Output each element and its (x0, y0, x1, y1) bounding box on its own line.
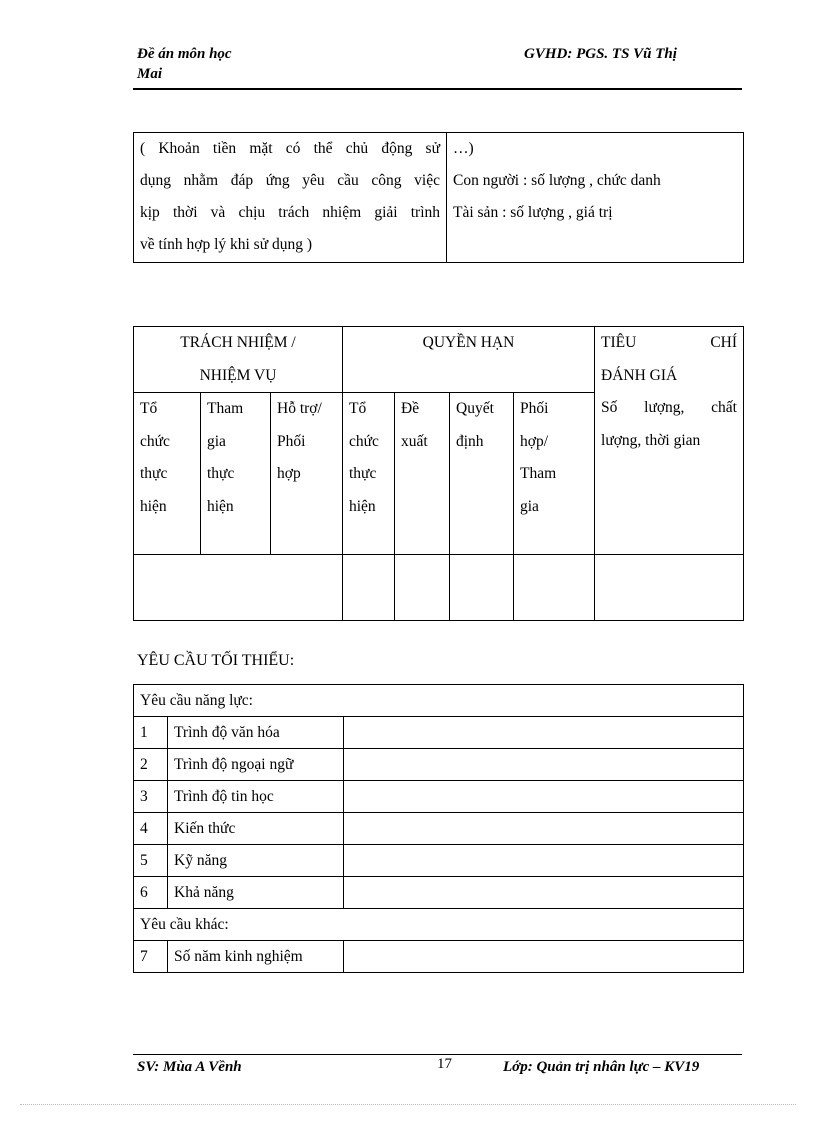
resources-line: Con người : số lượng , chức danh (453, 172, 661, 189)
resources-line: …) (453, 140, 474, 157)
table-row (134, 877, 744, 909)
footer-class: Lớp: Quản trị nhân lực – KV19 (503, 1059, 700, 1075)
funds-assets-table (133, 132, 744, 263)
minimum-requirements-table (133, 684, 744, 973)
table-row (134, 781, 744, 813)
row-value (344, 877, 744, 909)
funds-line: ( Khoản tiền mặt có thể chủ động sử (140, 140, 440, 157)
sub-header-line: gia (207, 432, 226, 450)
sub-header-line: Đề (401, 400, 420, 417)
authority-header-line: QUYỀN HẠN (422, 334, 515, 351)
sub-header-line: Quyết (456, 400, 494, 417)
sub-header-line: Hỗ trợ/ (277, 400, 322, 417)
criteria-value-line: lượng, thời gian (601, 431, 701, 449)
resources-cell (447, 133, 744, 263)
page-number: 17 (437, 1056, 452, 1072)
funds-line: về tính hợp lý khi sử dụng ) (140, 236, 313, 253)
row-label: Kiến thức (168, 813, 344, 845)
empty-cell (595, 555, 744, 621)
sub-header-coordinate (514, 393, 595, 555)
header-name-continuation: Mai (137, 66, 163, 82)
empty-cell (450, 555, 514, 621)
sub-header-propose (395, 393, 450, 555)
funds-description-cell (134, 133, 447, 263)
group-other: Yêu cầu khác: (134, 909, 744, 941)
empty-cell (395, 555, 450, 621)
sub-header-line: Tham (520, 465, 557, 482)
sub-header-line: Phối (277, 432, 306, 450)
row-number: 7 (134, 941, 168, 973)
sub-header-line: gia (520, 497, 539, 515)
sub-header-line: thực (349, 465, 377, 482)
criteria-header-word: CHÍ (710, 334, 738, 351)
group-competency: Yêu cầu năng lực: (134, 685, 744, 717)
sub-header-authority-organize (343, 393, 395, 555)
header-rule (133, 88, 742, 90)
sub-header-line: hợp/ (520, 432, 549, 450)
criteria-value-word: chất (711, 399, 737, 416)
authority-header (343, 327, 595, 393)
sub-header-line: chức (140, 432, 170, 450)
sub-header-line: hiện (349, 497, 376, 515)
sub-header-line: Tổ (140, 400, 158, 417)
empty-cell (134, 555, 343, 621)
empty-cell (514, 555, 595, 621)
sub-header-line: Tham (207, 400, 244, 417)
empty-cell (343, 555, 395, 621)
sub-header-line: hợp (277, 465, 301, 482)
row-label: Khả năng (168, 877, 344, 909)
funds-line: kịp thời và chịu trách nhiệm giải trình (140, 204, 440, 221)
row-number: 2 (134, 749, 168, 781)
criteria-cell (595, 327, 744, 555)
sub-header-line: hiện (140, 497, 167, 515)
row-number: 6 (134, 877, 168, 909)
row-value (344, 749, 744, 781)
sub-header-line: xuất (401, 432, 428, 450)
row-value (344, 845, 744, 877)
responsibility-authority-table (133, 326, 744, 621)
row-value (344, 717, 744, 749)
section-title: YÊU CẦU TỐI THIỂU: (137, 652, 295, 669)
sub-header-line: định (456, 432, 484, 450)
row-number: 4 (134, 813, 168, 845)
header-supervisor: GVHD: PGS. TS Vũ Thị (524, 46, 677, 62)
sub-header-line: thực (140, 465, 168, 482)
sub-header-support (271, 393, 343, 555)
table-row (134, 749, 744, 781)
row-value (344, 781, 744, 813)
sub-header-line: hiện (207, 497, 234, 515)
row-value (344, 813, 744, 845)
table-row (134, 941, 744, 973)
sub-header-organize-implement (134, 393, 201, 555)
row-value (344, 941, 744, 973)
funds-line: dụng nhằm đáp ứng yêu cầu công việc (140, 172, 440, 189)
criteria-header-word: TIÊU (601, 334, 637, 351)
row-label: Trình độ văn hóa (168, 717, 344, 749)
criteria-value-word: Số (601, 399, 618, 416)
header-course-title: Đề án môn học (137, 46, 232, 62)
responsibility-header (134, 327, 343, 393)
criteria-value-word: lượng, (644, 399, 685, 416)
row-label: Trình độ ngoại ngữ (168, 749, 344, 781)
sub-header-line: Phối (520, 400, 549, 417)
row-label: Số năm kinh nghiệm (168, 941, 344, 973)
footer-rule (133, 1054, 742, 1055)
table-row (134, 813, 744, 845)
sub-header-line: chức (349, 432, 379, 450)
resources-line: Tài sản : số lượng , giá trị (453, 204, 613, 221)
table-row (134, 717, 744, 749)
sub-header-line: Tổ (349, 400, 367, 417)
sub-header-decide (450, 393, 514, 555)
sub-header-participate (201, 393, 271, 555)
responsibility-header-line: TRÁCH NHIỆM / (180, 334, 296, 351)
responsibility-header-line: NHIỆM VỤ (199, 366, 277, 384)
footer-student: SV: Mùa A Vềnh (137, 1059, 242, 1075)
row-label: Trình độ tin học (168, 781, 344, 813)
row-number: 5 (134, 845, 168, 877)
table-row (134, 845, 744, 877)
criteria-header-line: ĐÁNH GIÁ (601, 366, 678, 384)
page-bottom-border (20, 1104, 796, 1105)
row-number: 1 (134, 717, 168, 749)
row-label: Kỹ năng (168, 845, 344, 877)
row-number: 3 (134, 781, 168, 813)
sub-header-line: thực (207, 465, 235, 482)
